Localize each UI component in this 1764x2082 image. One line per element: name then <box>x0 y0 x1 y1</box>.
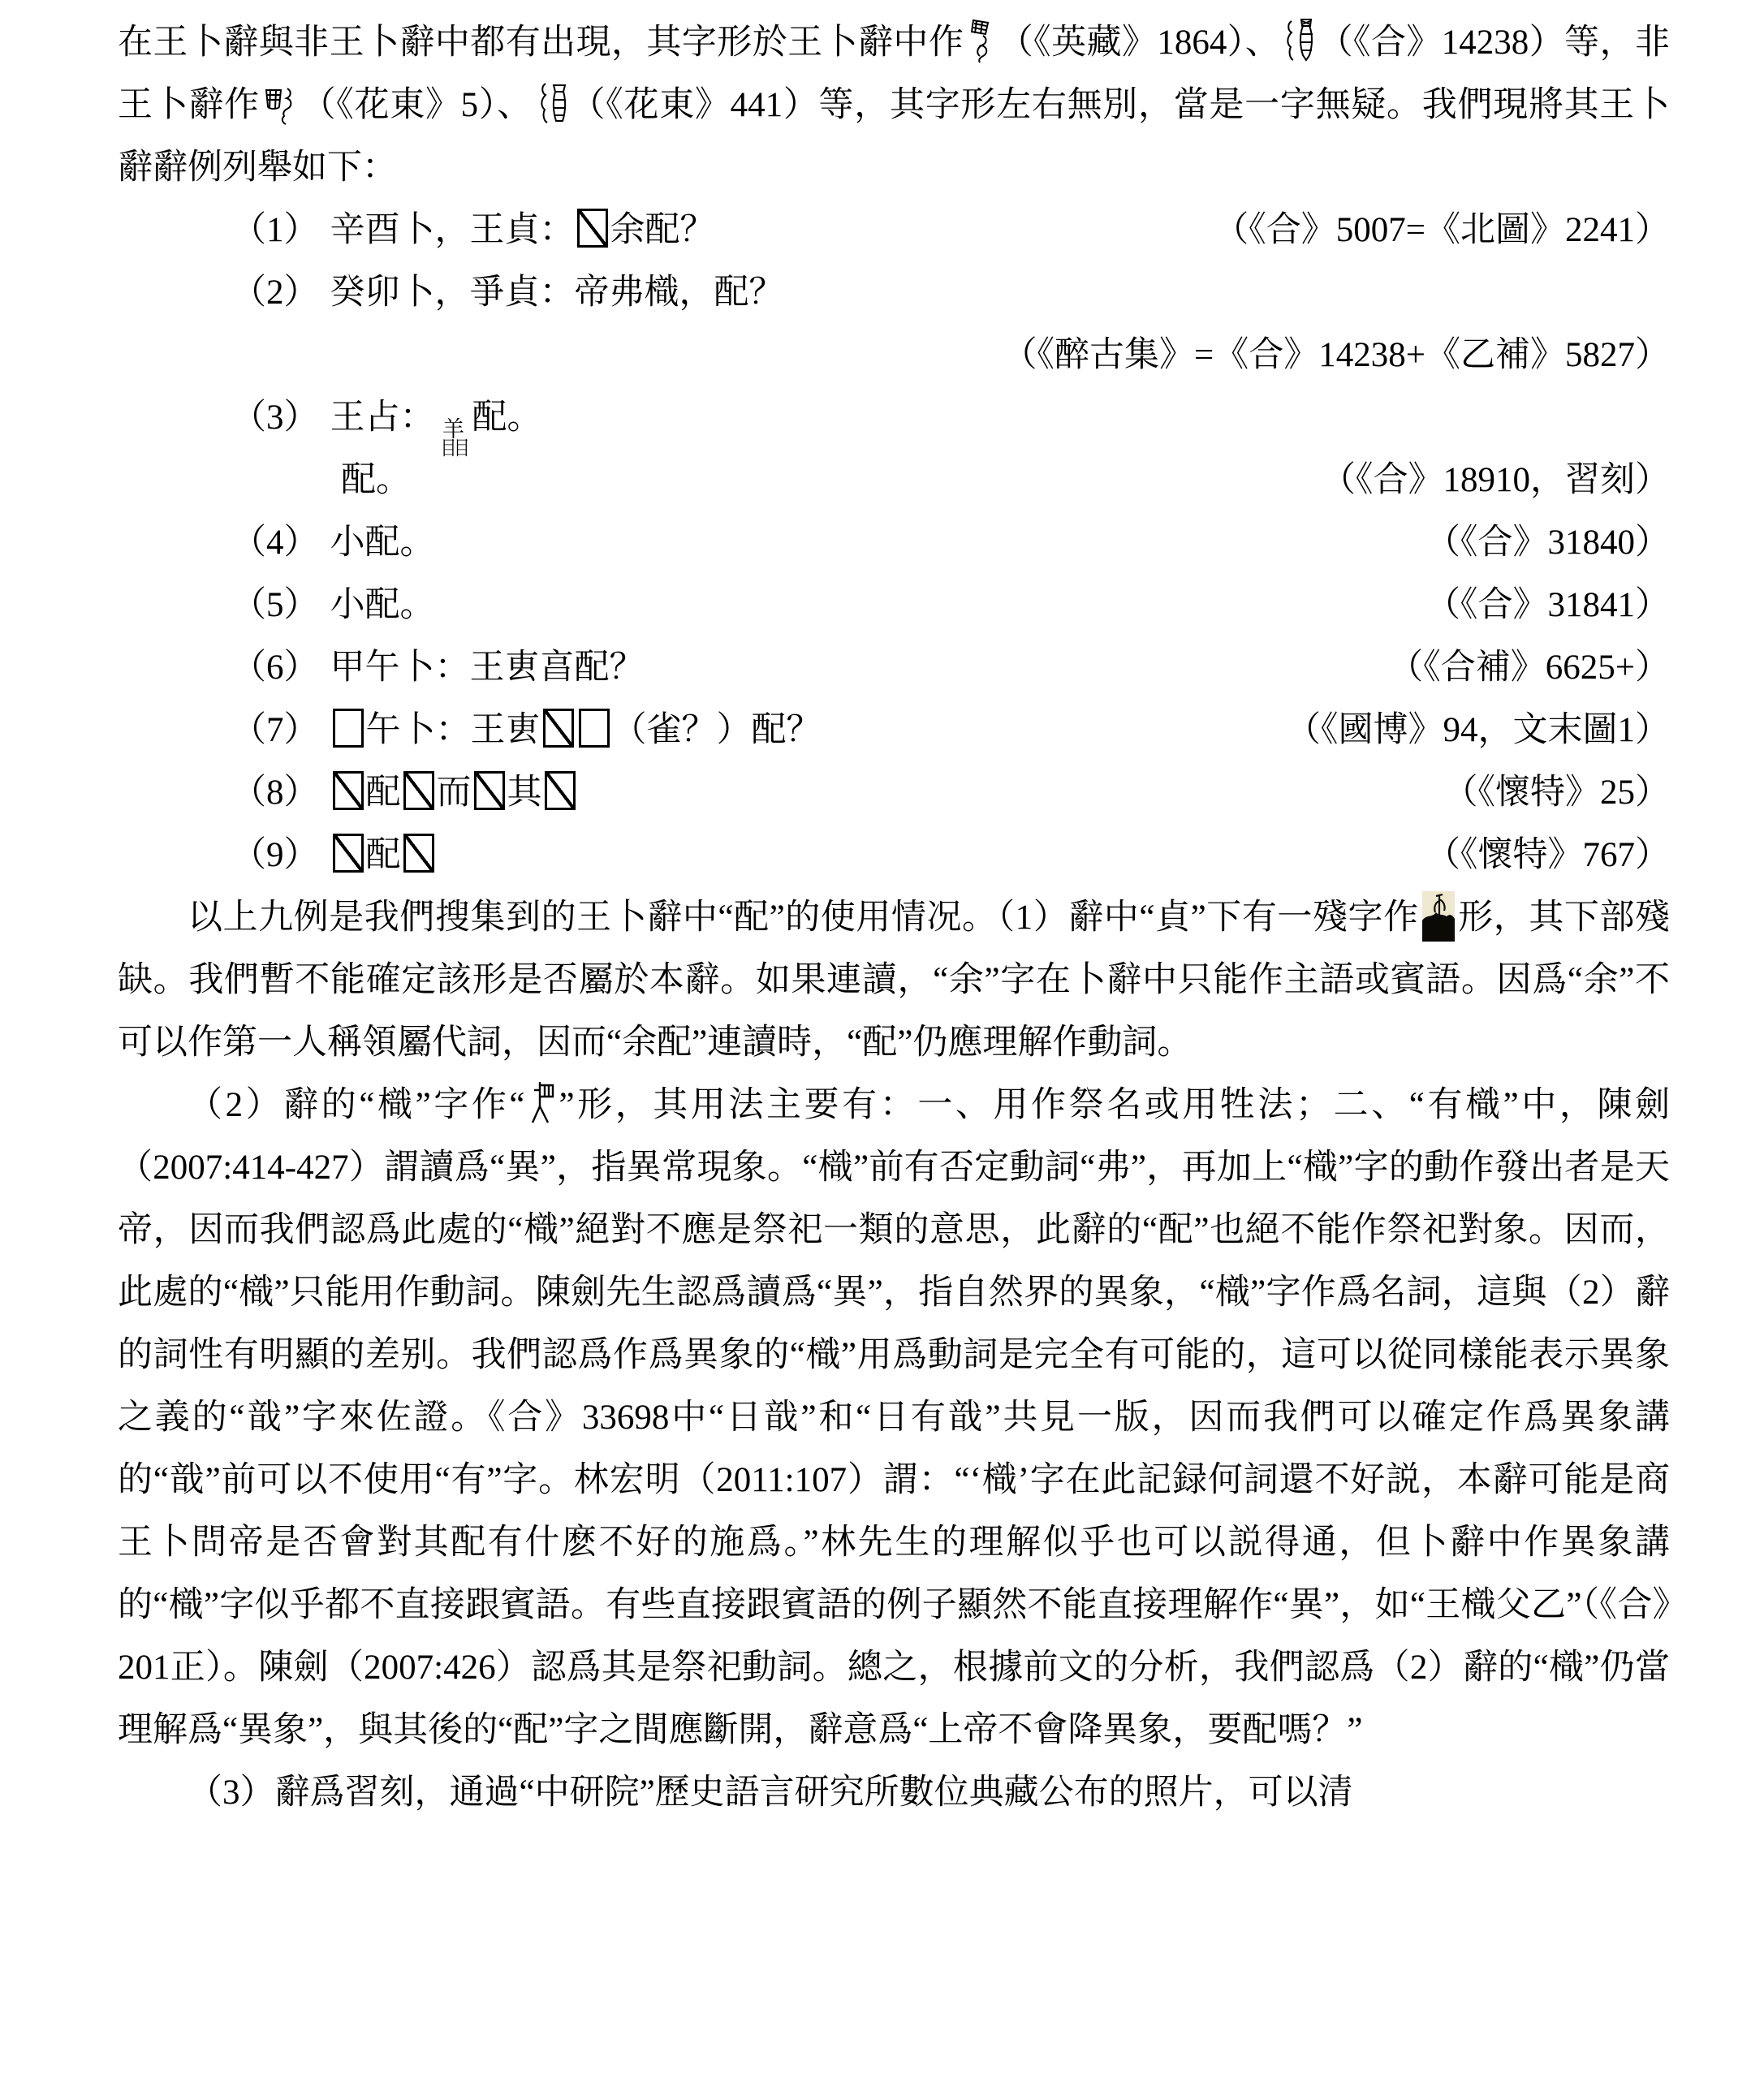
text-run: 辛酉卜，王貞： <box>330 211 575 249</box>
text-run: 配。 <box>472 399 542 437</box>
oracle-glyph-pei4 <box>536 80 567 126</box>
citation: （《合》5007=《北圖》2241） <box>1214 211 1670 249</box>
example-number: （2） <box>231 274 319 312</box>
text-run: 配 <box>365 836 401 874</box>
missing-char-box <box>333 709 364 748</box>
rare-char-bottom: 目目 <box>440 438 467 459</box>
damaged-char-box <box>333 771 364 810</box>
text-run: 配。 <box>341 461 411 499</box>
text-run: （《合》14238）等，非王卜辭作 <box>118 24 1671 124</box>
example-number: （1） <box>231 211 319 249</box>
example-content <box>231 261 784 324</box>
oracle-glyph-pei1 <box>967 18 994 63</box>
example-row <box>118 761 1670 824</box>
damaged-char-box <box>474 771 505 810</box>
example-number: （5） <box>231 586 319 624</box>
citation: （《懷特》25） <box>1443 774 1670 812</box>
rubbing-image <box>1422 891 1455 942</box>
example-content <box>231 386 542 459</box>
example-row <box>118 636 1670 699</box>
damaged-char-box <box>545 771 576 810</box>
text-run: 余配？ <box>610 211 715 249</box>
text-run: （《花東》441）等，其字形左右無別，當是一字無疑。我們現將其王卜辭辭例列舉如下： <box>118 86 1671 187</box>
example-row <box>118 824 1670 886</box>
example-row <box>118 574 1670 636</box>
example-row-continuation <box>118 449 1670 511</box>
damaged-char-box <box>403 771 434 810</box>
example-row <box>118 511 1670 574</box>
text-run: （《花東》5）、 <box>300 86 533 124</box>
example-content <box>231 761 578 824</box>
damaged-char-box <box>577 209 608 248</box>
damaged-char-box <box>403 834 434 873</box>
text-run: 癸卯卜，爭貞：帝弗樴，配？ <box>330 274 784 312</box>
citation: （《醉古集》=《合》14238+《乙補》5827） <box>1002 336 1670 374</box>
text-run: （《英藏》1864）、 <box>998 24 1281 62</box>
example-row <box>118 386 1670 459</box>
text-run: 而 <box>436 774 472 812</box>
oracle-glyph-pei2 <box>1283 16 1314 63</box>
example-row <box>118 699 1670 761</box>
example-content <box>231 699 822 761</box>
text-run: 以上九例是我們搜集到的王卜辭中“配”的使用情况。（1）辭中“貞”下有一殘字作 <box>188 899 1419 937</box>
text-run: 午卜：王叀 <box>365 711 541 749</box>
example-row-citation <box>118 324 1670 386</box>
text-run: 王占： <box>330 399 435 437</box>
text-run: 配 <box>365 774 401 812</box>
citation: （《合》31841） <box>1425 586 1670 624</box>
citation: （《合補》6625+） <box>1388 649 1670 687</box>
example-list <box>118 199 1670 886</box>
example-number: （3） <box>231 399 319 437</box>
paragraph-analysis-1 <box>118 886 1670 1074</box>
text-run: （2）辭的“樴”字作“ <box>188 1086 525 1124</box>
citation: （《合》18910，習刻） <box>1321 461 1670 499</box>
text-run: ”形，其用法主要有：一、用作祭名或用牲法；二、“有樴”中，陳劍（2007:414-427）謂讀爲“異”，指異常現象。“樴”前有否定動詞“弗”，再加上“樴”字的動作發出者是天帝，因而我們認爲此處的“樴”絕對不應是祭祀一類的意思，此辭的“配”也絕不能作祭祀對象。因而，此處的“樴”只能用作動詞。陳劍先生認爲讀爲“異”，指自然界的異象，“樴”字作爲名詞，這與（2）辭的詞性有明顯的差别。我們認爲作爲異象的“樴”用爲動詞是完全有可能的，這可以從同樣能表示異象之義的“戠”字來佐證。《合》33698中“日戠”和“日有戠”共見一版，因而我們可以確定作爲異象講的“戠”前可以不使用“有”字。林宏明（2011:107）謂：“‘樴’字在此記録何詞還不好説，本辭可能是商王卜問帝是否會對其配有什麽不好的施爲。”林先生的理解似乎也可以説得通，但卜辭中作異象講的“樴”字似乎都不直接跟賓語。有些直接跟賓語的例子顯然不能直接理解作“異”，如“王樴父乙”（《合》201正）。陳劍（2007:426）認爲其是祭祀動詞。總之，根據前文的分析，我們認爲（2）辭的“樴”仍當理解爲“異象”，與其後的“配”字之間應斷開，辭意爲“上帝不會降異象，要配嗎？” <box>118 1086 1670 1749</box>
paragraph-analysis-3 <box>118 1761 1670 1824</box>
text-run: （3）辭爲習刻，通過“中研院”歷史語言研究所數位典藏公布的照片，可以清 <box>188 1774 1353 1812</box>
text-run: 甲午卜：王叀亯配？ <box>330 649 645 687</box>
missing-char-box <box>579 709 610 748</box>
example-number: （6） <box>231 649 319 687</box>
example-number: （8） <box>231 774 319 812</box>
example-number: （7） <box>231 711 319 749</box>
oracle-glyph-zhi <box>528 1079 556 1126</box>
text-run: 形，其下部殘缺。我們暫不能確定該形是否屬於本辭。如果連讀，“余”字在卜辭中只能作主語或賓語。因爲“余”不可以作第一人稱領屬代詞，因而“余配”連讀時，“配”仍應理解作動詞。 <box>118 899 1671 1062</box>
paragraph-opening <box>118 11 1670 199</box>
example-number: （9） <box>231 836 319 874</box>
example-content <box>231 511 435 574</box>
example-row <box>118 261 1670 324</box>
oracle-glyph-pei3 <box>263 85 297 126</box>
paragraph-analysis-2 <box>118 1074 1670 1761</box>
example-content <box>231 199 715 261</box>
example-content <box>231 574 435 636</box>
text-run: 小配。 <box>330 524 435 562</box>
damaged-char-box <box>333 834 364 873</box>
example-content <box>231 636 645 699</box>
text-run: 在王卜辭與非王卜辭中都有出現，其字形於王卜辭中作 <box>118 24 964 62</box>
citation: （《國博》94，文末圖1） <box>1286 711 1670 749</box>
example-content <box>231 824 437 886</box>
text-run: 小配。 <box>330 586 435 624</box>
example-content <box>341 449 411 511</box>
rare-char-sheep-over-eyes <box>438 419 470 459</box>
example-number: （4） <box>231 524 319 562</box>
damaged-char-box <box>543 709 574 748</box>
example-row <box>118 199 1670 261</box>
rare-char-top: 羊 <box>442 417 464 442</box>
text-run: 其 <box>507 774 542 812</box>
citation: （《合》31840） <box>1425 524 1670 562</box>
citation: （《懷特》767） <box>1425 836 1670 874</box>
text-run: （雀？）配？ <box>611 711 822 749</box>
